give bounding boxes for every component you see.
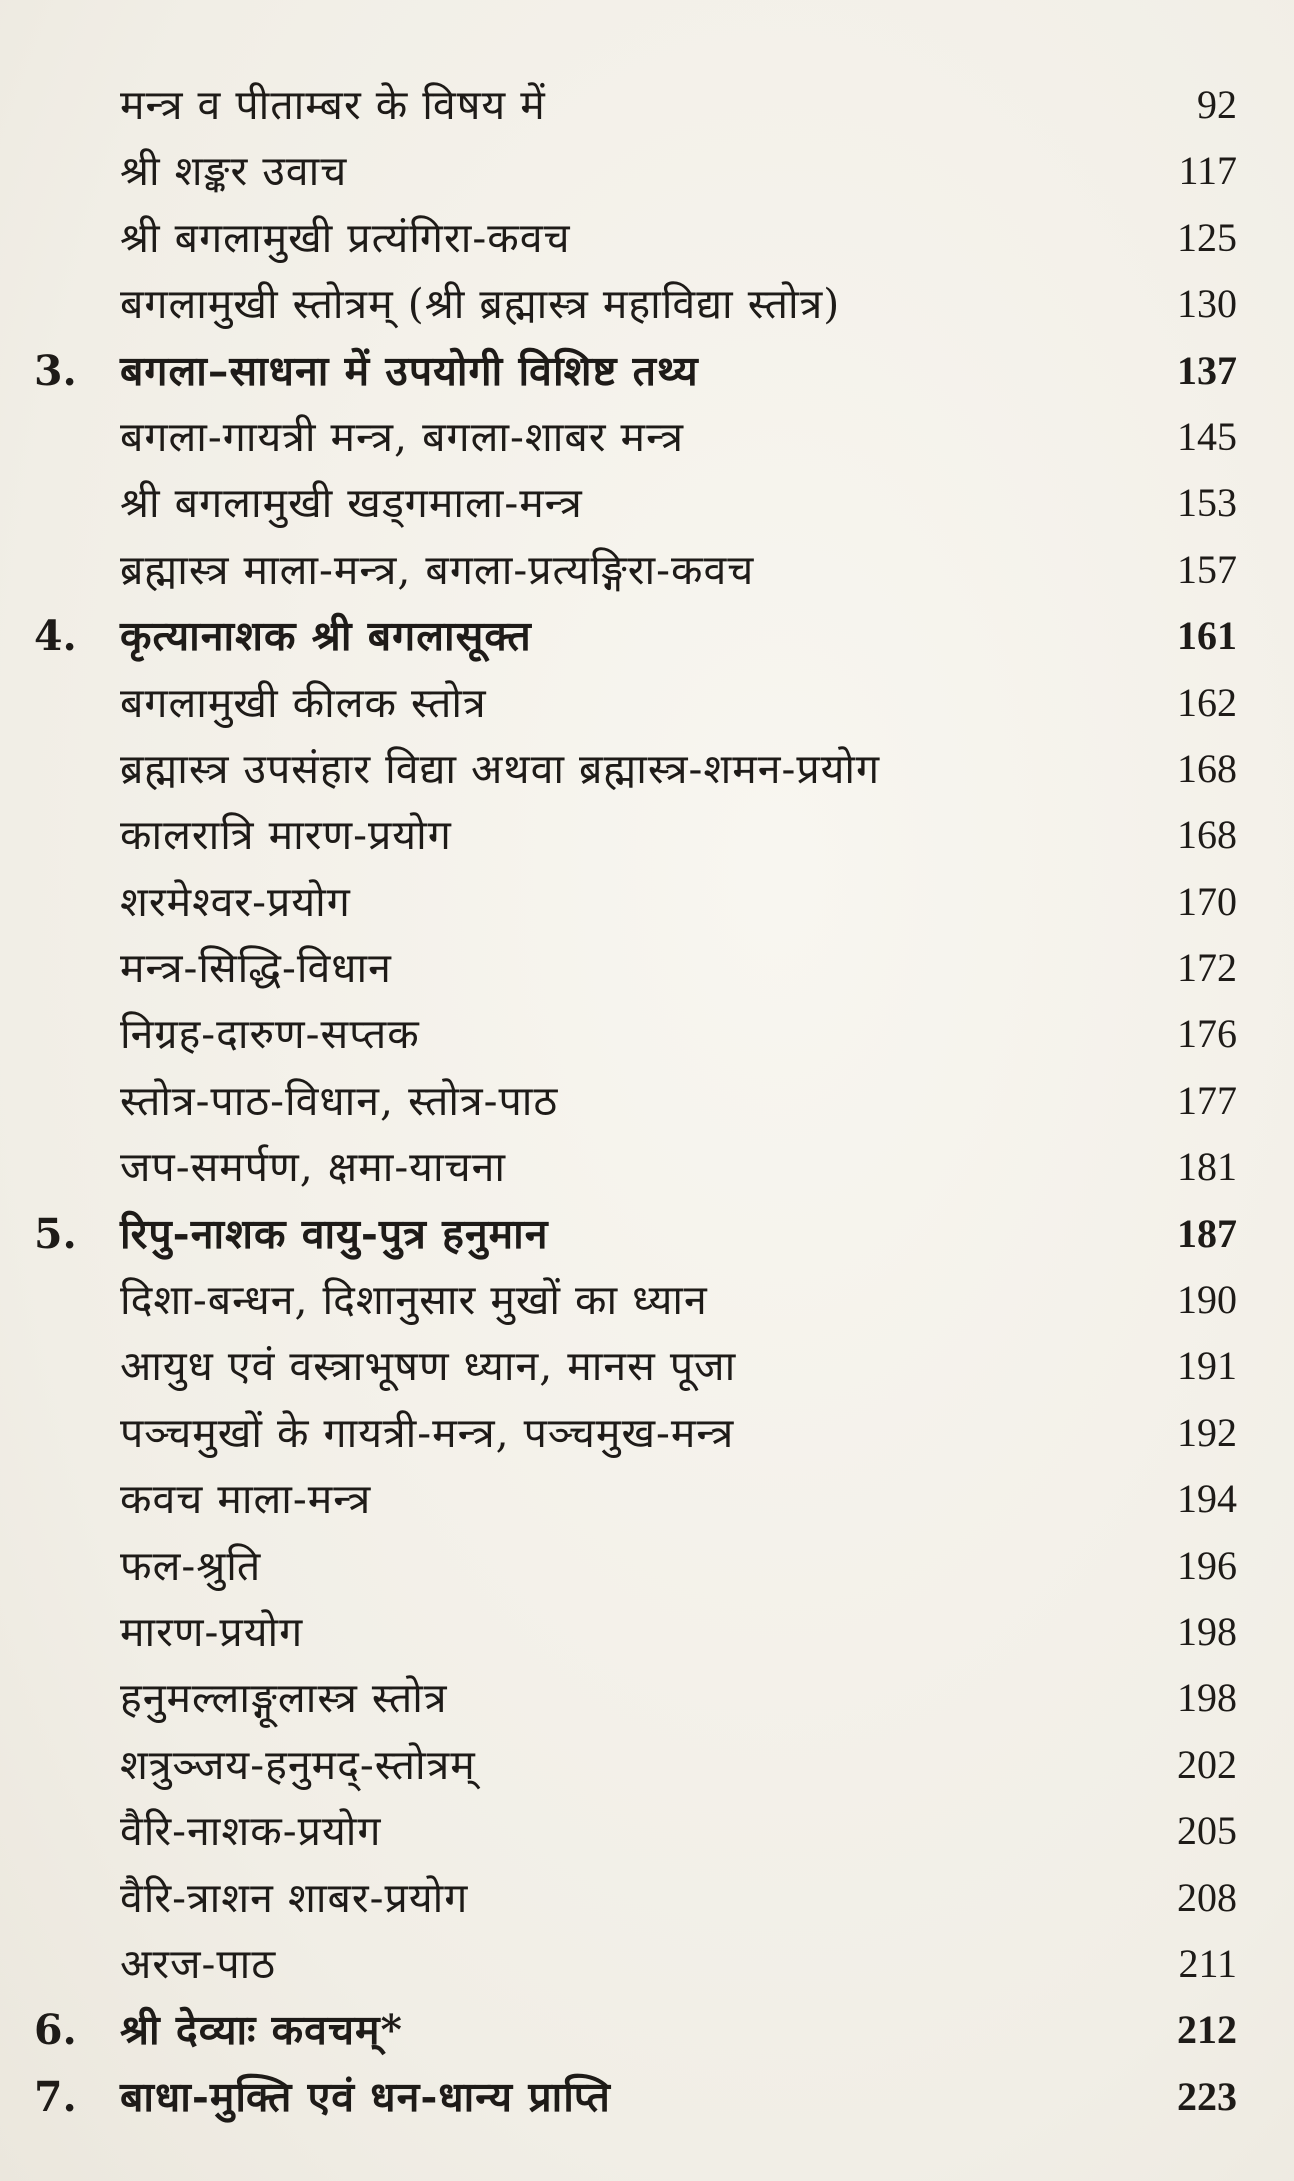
page-number: 92 (1197, 82, 1237, 127)
page-number: 208 (1177, 1874, 1237, 1920)
toc-chapter-row (0, 1997, 1294, 2063)
toc-entry-row (0, 1599, 1294, 1665)
page-number: 157 (1177, 546, 1237, 592)
chapter-title: बाधा-मुक्ति एवं धन-धान्य प्राप्ति (120, 2072, 611, 2121)
chapter-title: रिपु-नाशक वायु-पुत्र हनुमान (120, 1209, 549, 1258)
toc-entry-row (0, 1400, 1294, 1466)
page-number: 192 (1177, 1409, 1237, 1455)
toc-entry-row (0, 205, 1294, 271)
page-number: 190 (1177, 1277, 1237, 1323)
toc-entry-row (0, 1732, 1294, 1798)
entry-title: बगलामुखी कीलक स्तोत्र (120, 678, 487, 727)
entry-title: हनुमल्लाङ्गूलास्त्र स्तोत्र (120, 1674, 448, 1723)
toc-chapter-row (0, 603, 1294, 669)
toc-entry-row (0, 1533, 1294, 1599)
page-number: 211 (1178, 1940, 1237, 1986)
toc-entry-row (0, 138, 1294, 204)
page-number: 153 (1177, 480, 1237, 526)
page-number: 161 (1177, 613, 1237, 659)
page-number: 191 (1177, 1343, 1237, 1389)
entry-title: श्री शङ्कर उवाच (120, 147, 348, 196)
entry-title: बगलामुखी स्तोत्रम् (श्री ब्रह्मास्त्र महाविद्या स्तोत्र) (120, 280, 841, 329)
page-number: 168 (1177, 812, 1237, 858)
toc-entry-row (0, 1068, 1294, 1134)
page-number: 198 (1177, 1608, 1237, 1654)
toc-entry-row (0, 1001, 1294, 1067)
chapter-title: कृत्यानाशक श्री बगलासूक्त (120, 612, 532, 661)
toc-entry-row (0, 1865, 1294, 1931)
entry-title: जप-समर्पण, क्षमा-याचना (120, 1143, 506, 1192)
entry-title: निग्रह-दारुण-सप्तक (120, 1010, 420, 1059)
entry-title: श्री बगलामुखी प्रत्यंगिरा-कवच (120, 213, 571, 262)
toc-entry-row (0, 72, 1294, 138)
toc-entry-row (0, 1466, 1294, 1532)
page-number: 162 (1177, 679, 1237, 725)
page-number: 212 (1177, 2007, 1237, 2053)
chapter-number: 4. (34, 612, 77, 661)
toc-entry-row (0, 736, 1294, 802)
page-number: 170 (1177, 878, 1237, 924)
entry-title: बगला-गायत्री मन्त्र, बगला-शाबर मन्त्र (120, 412, 685, 461)
page-number: 168 (1177, 745, 1237, 791)
entry-title: ब्रह्मास्त्र माला-मन्त्र, बगला-प्रत्यङ्गिरा-कवच (120, 545, 755, 594)
entry-title: पञ्चमुखों के गायत्री-मन्त्र, पञ्चमुख-मन्त्र (120, 1408, 735, 1457)
toc-entry-row (0, 670, 1294, 736)
page-number: 181 (1177, 1144, 1237, 1190)
entry-title: दिशा-बन्धन, दिशानुसार मुखों का ध्यान (120, 1276, 708, 1325)
chapter-number: 5. (34, 1209, 77, 1258)
toc-entry-row (0, 470, 1294, 536)
toc-chapter-row (0, 1201, 1294, 1267)
chapter-number: 7. (34, 2072, 77, 2121)
toc-entry-row (0, 1333, 1294, 1399)
page-number: 172 (1177, 945, 1237, 991)
entry-title: वैरि-त्राशन शाबर-प्रयोग (120, 1873, 469, 1922)
toc-entry-row (0, 537, 1294, 603)
toc-chapter-row (0, 338, 1294, 404)
entry-title: शरमेश्वर-प्रयोग (120, 877, 351, 926)
toc-entry-row (0, 1134, 1294, 1200)
toc-entry-row (0, 935, 1294, 1001)
page-number: 125 (1177, 214, 1237, 260)
toc-entry-row (0, 1931, 1294, 1997)
toc-entry-row (0, 869, 1294, 935)
entry-title: अरज-पाठ (120, 1939, 277, 1988)
page-number: 177 (1177, 1077, 1237, 1123)
page-number: 196 (1177, 1542, 1237, 1588)
page-number: 205 (1177, 1808, 1237, 1854)
page-number: 137 (1177, 347, 1237, 393)
page-number: 194 (1177, 1476, 1237, 1522)
toc-entry-row (0, 404, 1294, 470)
chapter-number: 6. (34, 2006, 77, 2055)
entry-title: मन्त्र-सिद्धि-विधान (120, 944, 392, 993)
page-number: 187 (1177, 1210, 1237, 1256)
toc-entry-row (0, 1665, 1294, 1731)
entry-title: कवच माला-मन्त्र (120, 1475, 372, 1524)
page-number: 223 (1177, 2073, 1237, 2119)
chapter-title: बगला–साधना में उपयोगी विशिष्ट तथ्य (120, 346, 699, 395)
entry-title: फल-श्रुति (120, 1541, 262, 1590)
page-number: 202 (1177, 1741, 1237, 1787)
toc-entry-row (0, 1267, 1294, 1333)
entry-title: ब्रह्मास्त्र उपसंहार विद्या अथवा ब्रह्मास्त्र-शमन-प्रयोग (120, 744, 881, 793)
page-number: 145 (1177, 413, 1237, 459)
page-number: 198 (1177, 1675, 1237, 1721)
chapter-number: 3. (34, 346, 77, 395)
page-number: 130 (1177, 281, 1237, 327)
entry-title: आयुध एवं वस्त्राभूषण ध्यान, मानस पूजा (120, 1342, 737, 1391)
toc-entry-row (0, 1798, 1294, 1864)
entry-title: स्तोत्र-पाठ-विधान, स्तोत्र-पाठ (120, 1076, 559, 1125)
page-number: 117 (1178, 148, 1237, 194)
chapter-title: श्री देव्याः कवचम्* (120, 2006, 403, 2055)
table-of-contents (0, 72, 1294, 2130)
entry-title: वैरि-नाशक-प्रयोग (120, 1807, 382, 1856)
toc-chapter-row (0, 2064, 1294, 2130)
entry-title: श्री बगलामुखी खड्गमाला-मन्त्र (120, 479, 583, 528)
entry-title: शत्रुञ्जय-हनुमद्-स्तोत्रम् (120, 1740, 476, 1789)
entry-title: कालरात्रि मारण-प्रयोग (120, 811, 452, 860)
entry-title: मारण-प्रयोग (120, 1607, 304, 1656)
toc-entry-row (0, 271, 1294, 337)
toc-entry-row (0, 802, 1294, 868)
entry-title: मन्त्र व पीताम्बर के विषय में (120, 81, 546, 129)
page-number: 176 (1177, 1011, 1237, 1057)
